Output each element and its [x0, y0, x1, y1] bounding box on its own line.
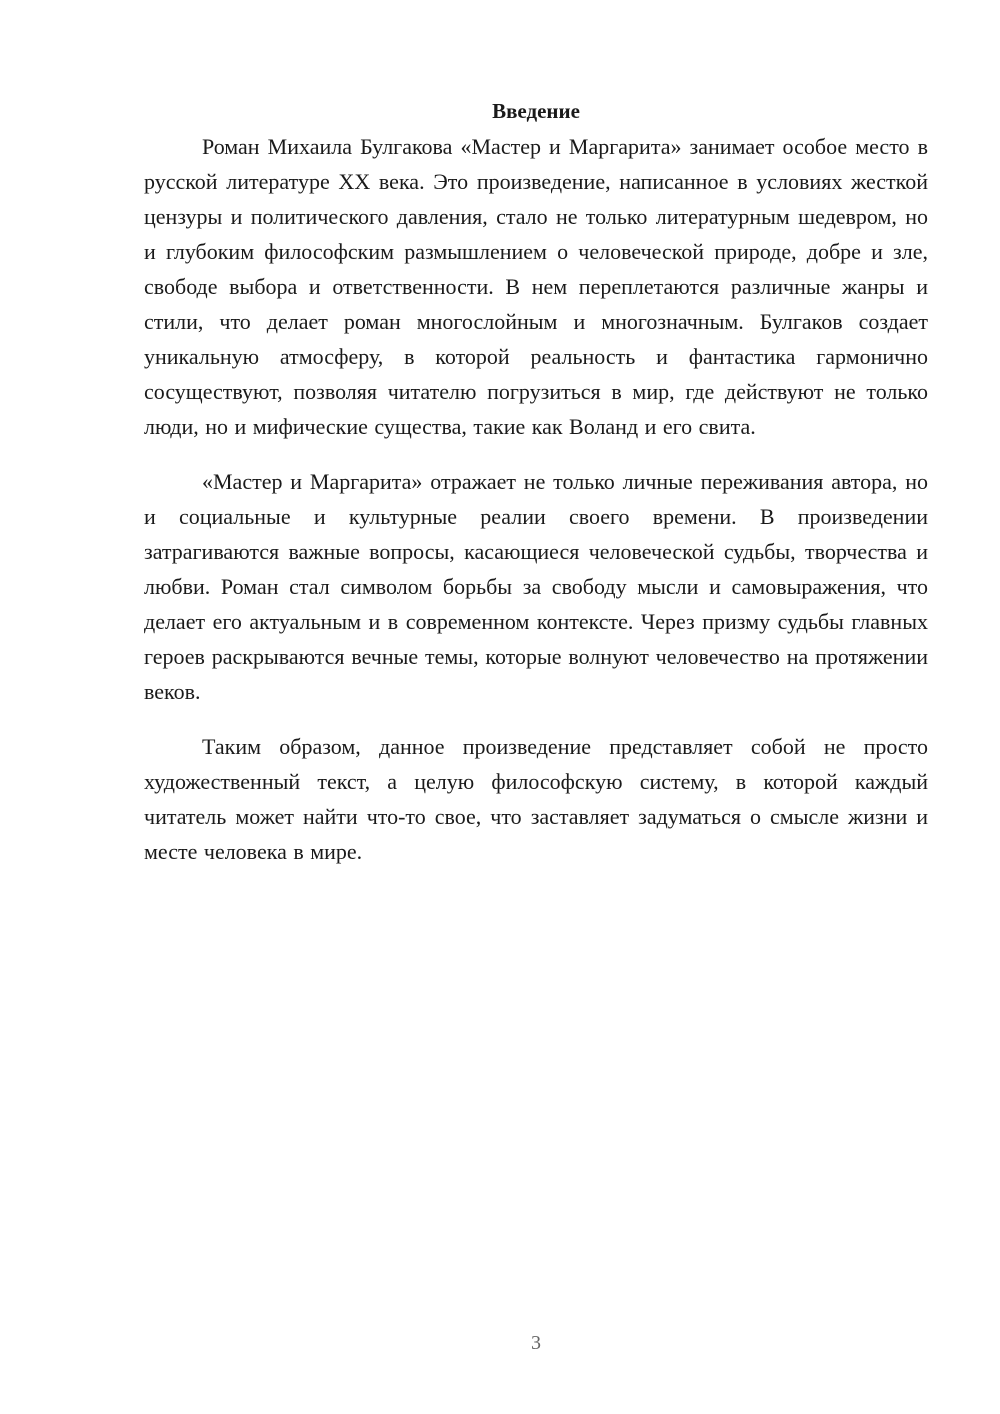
page-number: 3 [531, 1332, 541, 1354]
page-content [144, 94, 928, 889]
paragraph-2: «Мастер и Маргарита» отражает не только личные переживания автора, но и социальные и культурные реалии своего времени. В произведении затрагиваются важные вопросы, касающиеся человеческой судьбы, творчества и любви. Роман стал символом борьбы за свободу мысли и самовыражения, что делает его актуальным и в современном контексте. Через призму судьбы главных героев раскрываются вечные темы, которые волнуют человечество на протяжении веков. [144, 469, 928, 704]
paragraph-1: Роман Михаила Булгакова «Мастер и Маргарита» занимает особое место в русской литературе XX века. Это произведение, написанное в условиях жесткой цензуры и политического давления, стало не только литературным шедевром, но и глубоким философским размышлением о человеческой природе, добре и зле, свободе выбора и ответственности. В нем переплетаются различные жанры и стили, что делает роман многослойным и многозначным. Булгаков создает уникальную атмосферу, в которой реальность и фантастика гармонично сосуществуют, позволяя читателю погрузиться в мир, где действуют не только люди, но и мифические существа, такие как Воланд и его свита. [144, 134, 928, 439]
section-title: Введение [492, 99, 580, 123]
paragraph-3: Таким образом, данное произведение представляет собой не просто художественный текст, а целую философскую систему, в которой каждый читатель может найти что-то свое, что заставляет задуматься о смысле жизни и месте человека в мире. [144, 734, 928, 864]
